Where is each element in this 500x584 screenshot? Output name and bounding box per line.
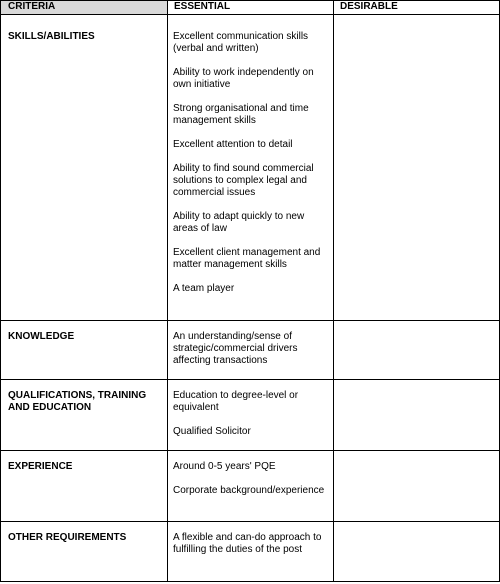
essential-cell (168, 15, 334, 321)
table-row (1, 451, 500, 522)
header-row (1, 1, 500, 15)
criteria-cell: QUALIFICATIONS, TRAINING AND EDUCATION (1, 380, 168, 451)
desirable-cell (334, 15, 500, 321)
criteria-cell: KNOWLEDGE (1, 321, 168, 380)
table-row (1, 15, 500, 321)
essential-cell (168, 522, 334, 582)
essential-item: Ability to work independently on own initiative (173, 67, 314, 90)
criteria-cell: OTHER REQUIREMENTS (1, 522, 168, 582)
desirable-cell (334, 321, 500, 380)
criteria-cell: EXPERIENCE (1, 451, 168, 522)
essential-item: Around 0-5 years' PQE (173, 461, 276, 472)
essential-item: Education to degree-level or equivalent (173, 390, 299, 413)
essential-header: ESSENTIAL (168, 1, 334, 15)
essential-item: A flexible and can-do approach to fulfilling the duties of the post (173, 532, 322, 555)
essential-item: Excellent client management and matter management skills (173, 247, 321, 270)
desirable-header: DESIRABLE (334, 1, 500, 15)
desirable-cell (334, 380, 500, 451)
essential-item: Corporate background/experience (173, 485, 325, 496)
essential-item: Strong organisational and time management skills (173, 103, 309, 126)
essential-item: Excellent attention to detail (173, 139, 293, 150)
table-row (1, 522, 500, 582)
essential-item: Ability to adapt quickly to new areas of law (173, 211, 305, 234)
criteria-header: CRITERIA (1, 1, 168, 15)
desirable-cell (334, 522, 500, 582)
essential-item: An understanding/sense of strategic/commercial drivers affecting transactions (173, 331, 298, 366)
essential-cell (168, 380, 334, 451)
criteria-cell: SKILLS/ABILITIES (1, 15, 168, 321)
essential-item: Ability to find sound commercial solutions to complex legal and commercial issues (173, 163, 314, 198)
desirable-cell (334, 451, 500, 522)
essential-item: A team player (173, 283, 235, 294)
essential-cell (168, 451, 334, 522)
essential-cell (168, 321, 334, 380)
essential-item: Excellent communication skills (verbal and written) (173, 31, 309, 54)
essential-item: Qualified Solicitor (173, 426, 251, 437)
table-row (1, 380, 500, 451)
table-row (1, 321, 500, 380)
